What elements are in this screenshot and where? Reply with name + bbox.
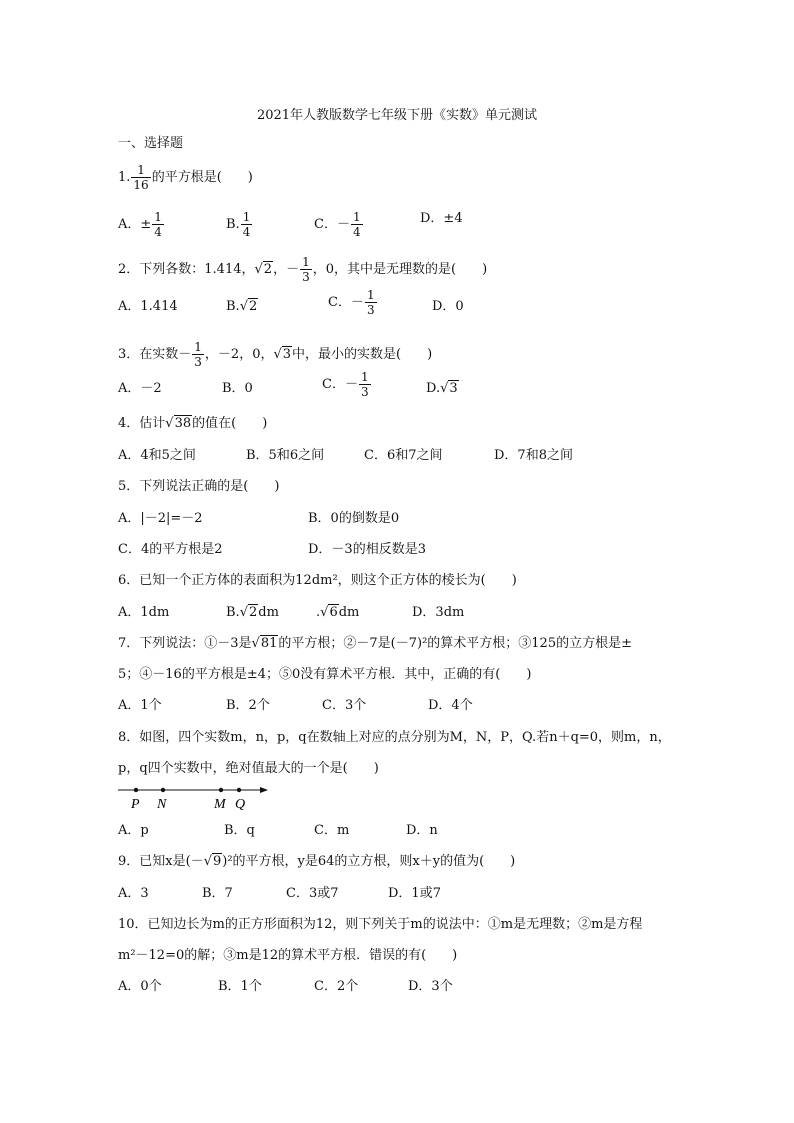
question-number: 1. <box>118 170 131 185</box>
page-title: 2021年人教版数学七年级下册《实数》单元测试 <box>256 108 538 123</box>
label-n: N <box>157 797 167 812</box>
option-c: C．2个 <box>314 979 359 994</box>
number-line-figure <box>118 782 278 822</box>
option-b: B.√2 <box>226 299 258 314</box>
label-q: Q <box>235 797 246 812</box>
option-d: D．－3的相反数是3 <box>308 542 426 557</box>
option-d: D．0 <box>432 299 464 314</box>
question-4: 4．估计√38的值在( ) <box>118 416 268 431</box>
option-d: D．3dm <box>412 605 465 620</box>
option-d: D．4个 <box>428 698 473 713</box>
option-a: A．4和5之间 <box>118 448 196 463</box>
question-8-line2: p，q四个实数中，绝对值最大的一个是( ) <box>118 761 379 776</box>
fraction: $\frac{1}{16}$ <box>133 163 149 192</box>
arrow-head-icon <box>260 787 268 793</box>
point-n <box>161 788 165 792</box>
option-a: A．1个 <box>118 698 162 713</box>
label-p: P <box>131 797 140 812</box>
option-c: C．4的平方根是2 <box>118 542 223 557</box>
option-c: C．－ $\frac{1}{3}$ <box>328 288 375 317</box>
option-c: C．m <box>314 823 350 838</box>
question-7-line2: 5；④－16的平方根是±4；⑤0没有算术平方根．其中，正确的有( ) <box>118 667 532 682</box>
question-3: 3．在实数－ $\frac{1}{3}$ ，－2，0，√3中，最小的实数是( ) <box>118 340 433 369</box>
sqrt-symbol: √2 <box>254 262 273 277</box>
option-d: D．±4 <box>420 211 463 226</box>
option-a: A．1dm <box>118 605 170 620</box>
option-a: A．0个 <box>118 979 162 994</box>
option-b: B.√2dm <box>226 605 279 620</box>
label-m: M <box>214 797 226 812</box>
option-c: C．－ $\frac{1}{3}$ <box>322 370 369 399</box>
option-a: A．1.414 <box>118 299 178 314</box>
point-m <box>219 788 223 792</box>
option-c: C．－ $\frac{1}{4}$ <box>314 210 361 239</box>
option-b: B. $\frac{1}{4}$ <box>226 210 251 239</box>
question-7-line1: 7．下列说法：①－3是√81的平方根；②－7是(－7)²的算术平方根；③125的立方根是± <box>118 636 632 651</box>
option-a: A．3 <box>118 886 149 901</box>
question-10-line2: m²－12=0的解；③m是12的算术平方根．错误的有( ) <box>118 948 458 963</box>
question-2: 2．下列各数：1.414，√2，－ $\frac{1}{3}$ ，0，其中是无理数的是( ) <box>118 255 488 284</box>
option-b: B．0 <box>222 381 253 396</box>
question-9: 9．已知x是(－√9)²的平方根，y是64的立方根，则x＋y的值为( ) <box>118 854 516 869</box>
option-b: B．q <box>224 823 255 838</box>
option-d: D．n <box>406 823 438 838</box>
option-d: D．7和8之间 <box>494 448 573 463</box>
question-8-line1: 8．如图，四个实数m，n，p，q在数轴上对应的点分别为M，N，P，Q.若n＋q=0，则m，n， <box>118 730 671 745</box>
option-a: A．|－2|=－2 <box>118 511 203 526</box>
option-b: B．1个 <box>218 979 262 994</box>
point-p <box>134 788 138 792</box>
option-c: C．3个 <box>322 698 367 713</box>
option-c: C．3或7 <box>286 886 339 901</box>
option-a: A．p <box>118 823 149 838</box>
section-heading: 一、选择题 <box>118 136 184 151</box>
option-a: A．－2 <box>118 381 162 396</box>
option-d: D.√3 <box>426 381 458 396</box>
option-d: D．1或7 <box>388 886 441 901</box>
option-a: A．± $\frac{1}{4}$ <box>118 210 162 239</box>
option-b: B．7 <box>202 886 233 901</box>
point-q <box>237 788 241 792</box>
question-1: 1. $\frac{1}{16}$ 的平方根是( ) <box>118 163 253 192</box>
option-b: B．2个 <box>226 698 270 713</box>
question-5: 5．下列说法正确的是( ) <box>118 479 280 494</box>
option-d: D．3个 <box>408 979 453 994</box>
option-b: B．5和6之间 <box>246 448 325 463</box>
option-c: .√6dm <box>316 605 360 620</box>
question-6: 6．已知一个正方体的表面积为12dm²，则这个正方体的棱长为( ) <box>118 573 517 588</box>
option-c: C．6和7之间 <box>364 448 443 463</box>
question-10-line1: 10．已知边长为m的正方形面积为12，则下列关于m的说法中：①m是无理数；②m是方程 <box>118 917 643 932</box>
option-b: B．0的倒数是0 <box>308 511 400 526</box>
